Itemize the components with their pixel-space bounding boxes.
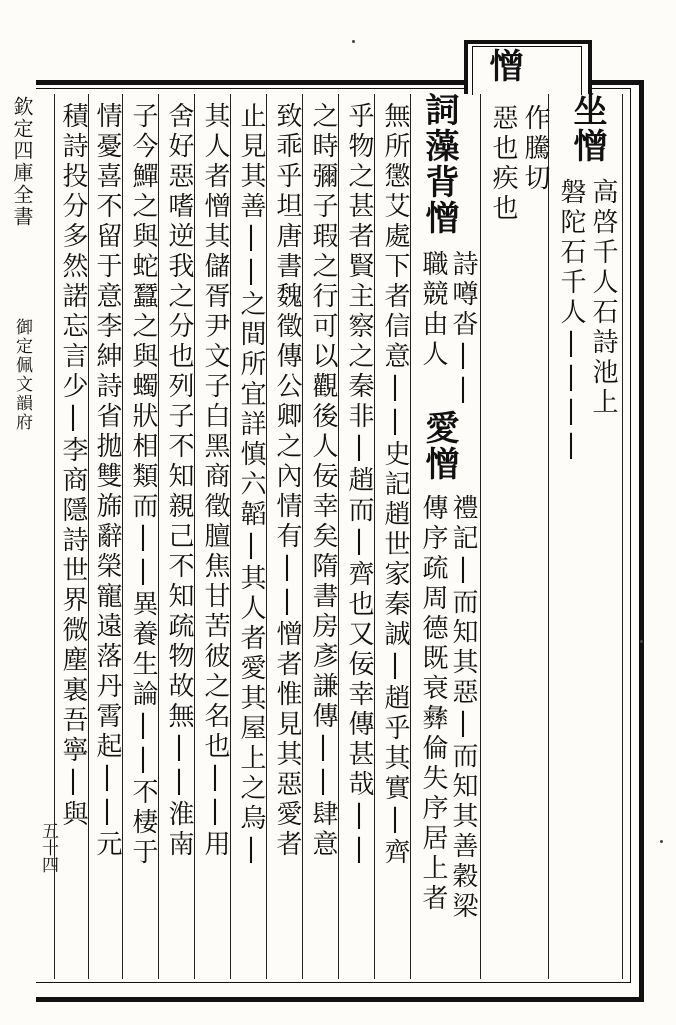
entry-line: 職競由人 [418, 250, 448, 370]
entry-line: 磐陀石千人|||| [556, 178, 586, 464]
text-column: 積詩投分多然諾忘言少|李商隱詩世界微塵裏吾寧|與 [58, 102, 88, 830]
entry-word-ci-bei-ceng: 詞藻背憎 [419, 92, 459, 236]
entry-line: 高啓千人石詩池上 [588, 178, 618, 418]
entry-line: 傳序疏周德既衰彝倫失序居上者 [418, 494, 448, 914]
column-rule [158, 94, 159, 979]
text-column: 止見其善||之間所宜詳慎六韜|其人者愛其屋上之烏| [236, 102, 266, 868]
text-column: 情憂喜不留于意李紳詩省拋雙旆辭榮寵遠落丹霄起||元 [92, 102, 122, 860]
scan-speck [660, 840, 663, 843]
text-column: 致乖乎坦唐書魏徵傳公卿之內情有||憎者惟見其惡愛者 [272, 102, 302, 860]
entry-line: 禮記|而知其惡|而知其善穀梁 [448, 494, 478, 922]
column-rule [302, 94, 303, 979]
column-rule [194, 94, 195, 979]
text-column: 其人者憎其儲胥尹文子白黑商徵膻焦甘苦彼之名也||用 [200, 102, 230, 860]
column-rule [622, 94, 623, 979]
scan-speck [640, 640, 643, 643]
text-column: 子今鱓之與蛇蠶之與蠋狀相類而||異養生論||不棲于 [128, 102, 158, 868]
column-rule [480, 94, 481, 979]
column-rule [338, 94, 339, 979]
page-number: 五十四 [38, 822, 58, 873]
header-gloss: 惡也疾也 [488, 104, 518, 224]
text-column: 無所懲艾處下者信意||史記趙世家秦誠|趙乎其實|齊 [380, 102, 410, 868]
entry-line: 詩噂沓|| [448, 250, 478, 408]
header-reading: 作騰切 [520, 104, 550, 194]
edition-label-margin: 御定佩文韻府 [12, 318, 32, 432]
column-rule [410, 94, 411, 979]
column-rule [230, 94, 231, 979]
column-rule [374, 94, 375, 979]
book-title-margin: 欽定四庫全書 [10, 96, 34, 228]
entry-word-zuo-ceng: 坐憎 [567, 92, 607, 164]
header-word: 憎 [483, 48, 523, 84]
scan-speck [352, 40, 355, 43]
text-column: 之時彌子瑕之行可以觀後人佞幸矣隋書房彥謙傳||肆意 [308, 102, 338, 860]
column-rule [266, 94, 267, 979]
text-column: 乎物之甚者賢主察之秦非|趙而|齊也又佞幸傳甚哉|| [344, 102, 374, 868]
entry-word-ai-ceng: 愛憎 [419, 410, 459, 482]
column-rule [88, 94, 89, 979]
text-column: 舍好惡嗜逆我之分也列子不知親己不知疏物故無||淮南 [164, 102, 194, 860]
column-rule [548, 94, 549, 979]
column-rule [54, 94, 55, 979]
column-rule [122, 94, 123, 979]
